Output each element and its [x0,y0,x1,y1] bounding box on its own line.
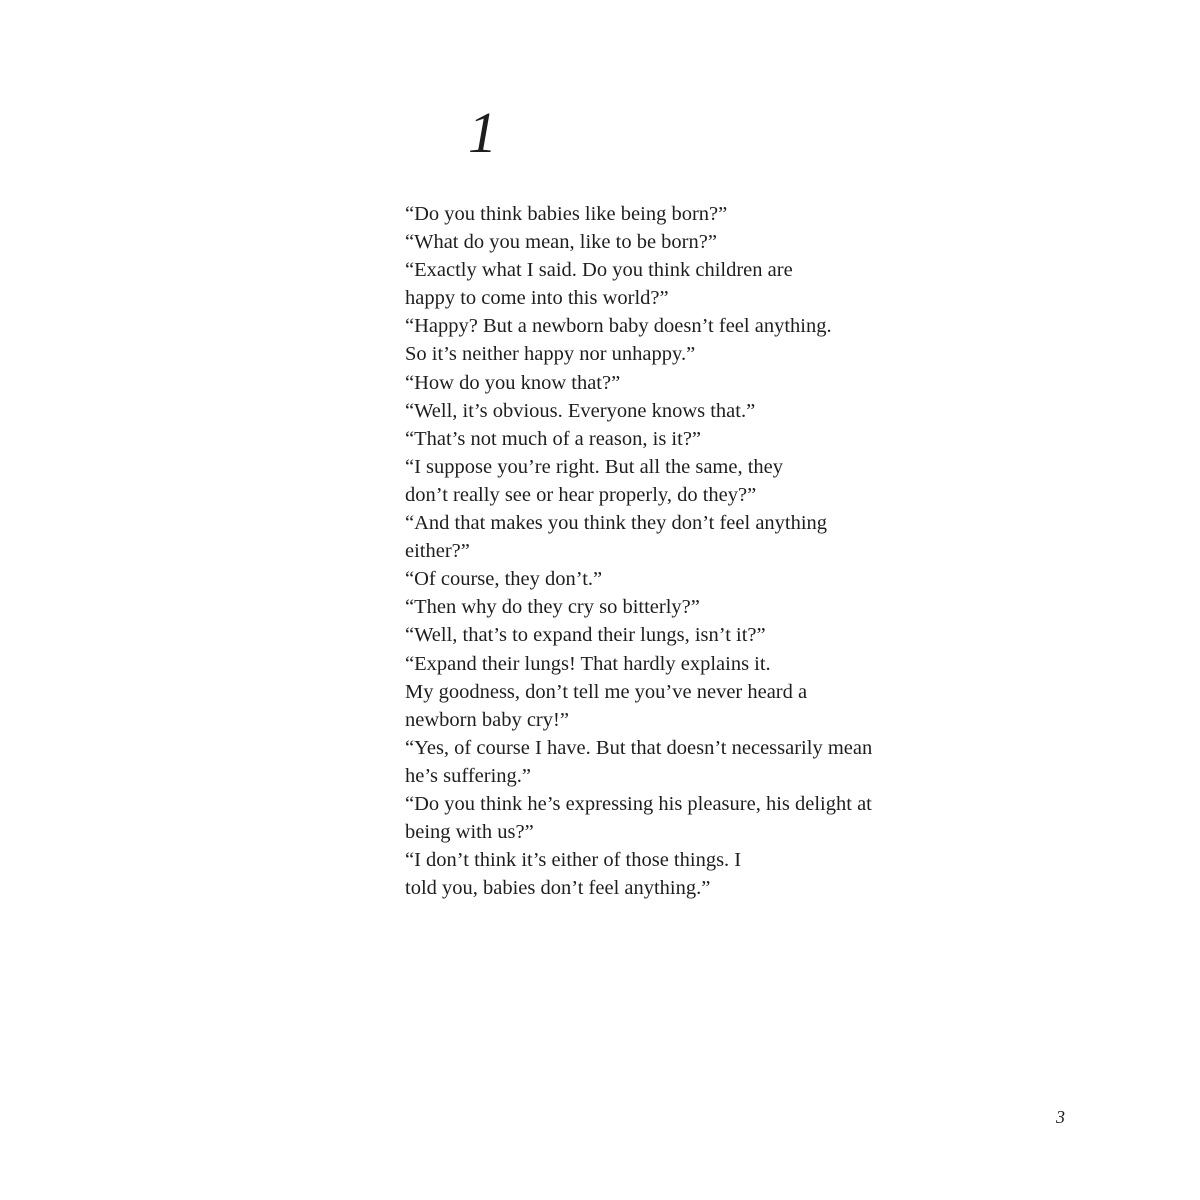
text-line: “I suppose you’re right. But all the same, they [405,455,784,478]
text-line: “Yes, of course I have. But that doesn’t necessarily mean [405,736,873,759]
text-line: told you, babies don’t feel anything.” [405,877,711,900]
text-line: “Then why do they cry so bitterly?” [405,596,700,619]
text-line: he’s suffering.” [405,764,532,787]
text-line: “Well, that’s to expand their lungs, isn’t it?” [405,624,766,647]
text-line: “Well, it’s obvious. Everyone knows that.” [405,399,756,422]
text-line: “How do you know that?” [405,371,621,394]
text-line: So it’s neither happy nor unhappy.” [405,343,696,366]
text-line: being with us?” [405,821,534,844]
text-line: “Do you think he’s expressing his pleasure, his delight at [405,792,872,815]
text-line: “Exactly what I said. Do you think children are [405,259,793,282]
text-line: My goodness, don’t tell me you’ve never heard a [405,680,808,703]
chapter-number: 1 [468,100,497,165]
text-line: “Do you think babies like being born?” [405,203,728,225]
text-line: “Happy? But a newborn baby doesn’t feel anything. [405,315,832,338]
text-line: “And that makes you think they don’t feel anything [405,512,828,535]
text-line: happy to come into this world?” [405,287,669,310]
text-line: “Of course, they don’t.” [405,568,603,591]
text-line: newborn baby cry!” [405,708,569,731]
dialogue-text [405,200,965,902]
text-line: “Expand their lungs! That hardly explains it. [405,652,771,675]
text-line: “That’s not much of a reason, is it?” [405,427,702,450]
text-line: “I don’t think it’s either of those things. I [405,849,742,872]
text-line: either?” [405,540,470,563]
text-line: don’t really see or hear properly, do they?” [405,483,757,506]
text-line: “What do you mean, like to be born?” [405,231,717,254]
page-number: 3 [1056,1107,1065,1127]
